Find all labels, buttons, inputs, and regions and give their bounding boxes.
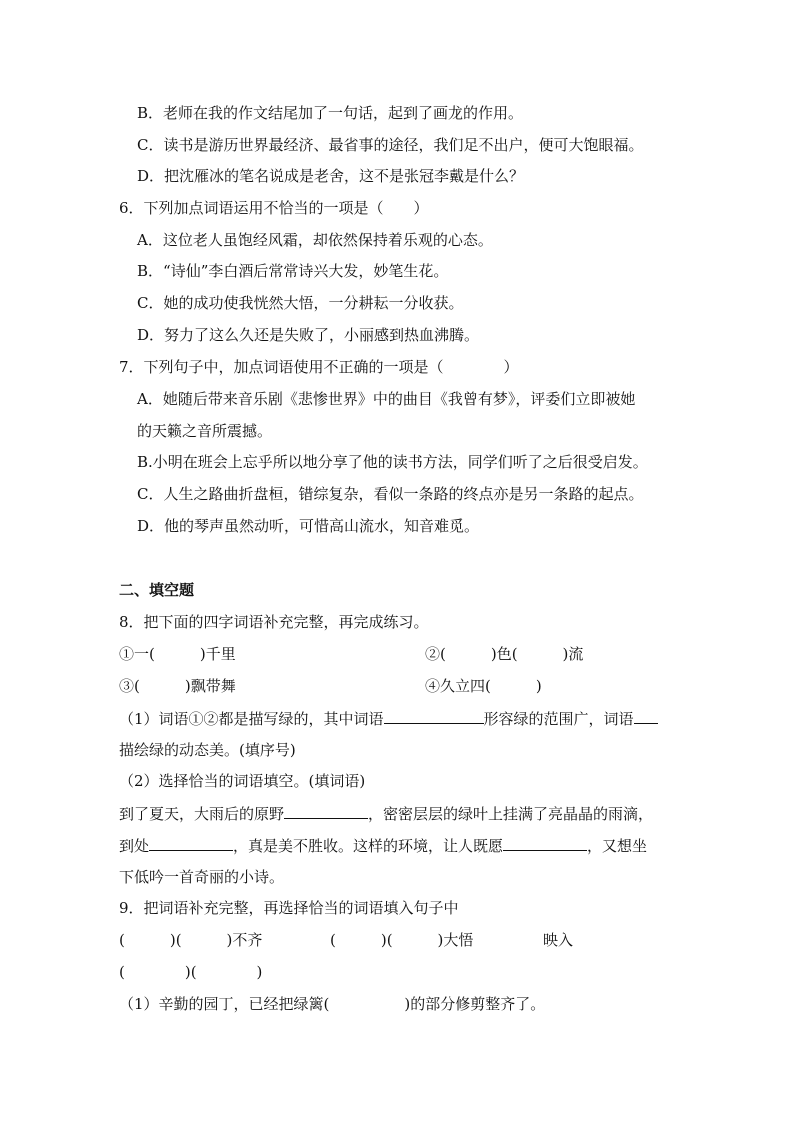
q5-option-c: C．读书是游历世界最经济、最省事的途径，我们足不出户，便可大饱眼福。 — [137, 136, 644, 154]
q8-word-3: ③( )飘带舞 — [119, 677, 236, 695]
q8-sentence-line-2 — [119, 835, 647, 856]
q6-option-b: B．“诗仙”李白酒后常常诗兴大发，妙笔生花。 — [137, 262, 449, 280]
q8-part-1 — [119, 708, 658, 729]
q6-option-a: A．这位老人虽饱经风霜，却依然保持着乐观的心态。 — [137, 231, 493, 249]
q8-word-1: ①一( )千里 — [119, 645, 236, 663]
q8-sentence-line-1 — [119, 803, 653, 824]
q7-option-c: C．人生之路曲折盘桓，错综复杂，看似一条路的终点亦是另一条路的起点。 — [137, 485, 644, 503]
q7-option-d: D．他的琴声虽然动听，可惜高山流水，知音难觅。 — [137, 517, 480, 535]
blank-4[interactable] — [149, 835, 233, 851]
q6-option-c: C．她的成功使我恍然大悟，一分耕耘一分收获。 — [137, 294, 464, 312]
q9-word-1: ( )( )不齐 — [119, 931, 263, 949]
q9-word-4: ( )( ) — [119, 963, 263, 981]
q8-s2-text-c: ，又想坐 — [587, 837, 648, 855]
q5-option-b: B．老师在我的作文结尾加了一句话，起到了画龙的作用。 — [137, 104, 524, 122]
q8-part-1-text-a: （1）词语①②都是描写绿的，其中词语 — [119, 710, 384, 728]
blank-2[interactable] — [634, 708, 658, 724]
q8-s1-text-a: 到了夏天，大雨后的原野 — [119, 805, 285, 823]
q8-sentence-line-3: 下低吟一首奇丽的小诗。 — [119, 868, 285, 886]
q8-stem: 8．把下面的四字词语补充完整，再完成练习。 — [119, 613, 429, 631]
q7-option-a-line2: 的天籁之音所震撼。 — [137, 422, 273, 440]
q5-option-d: D．把沈雁冰的笔名说成是老舍，这不是张冠李戴是什么？ — [137, 167, 525, 185]
q9-stem: 9．把词语补充完整，再选择恰当的词语填入句子中 — [119, 899, 459, 917]
q8-s1-text-b: ，密密层层的绿叶上挂满了亮晶晶的雨滴， — [368, 805, 654, 823]
section-title-fill-in: 二、填空题 — [119, 581, 195, 599]
blank-3[interactable] — [284, 803, 368, 819]
q9-part-1: （1）辛勤的园丁，已经把绿篱( )的部分修剪整齐了。 — [119, 995, 546, 1013]
q8-s2-text-a: 到处 — [119, 837, 150, 855]
q8-s2-text-b: ，真是美不胜收。这样的环境，让人既愿 — [233, 837, 504, 855]
q8-word-4: ④久立四( ) — [425, 677, 542, 695]
blank-1[interactable] — [384, 708, 484, 724]
q6-option-d: D．努力了这么久还是失败了，小丽感到热血沸腾。 — [137, 326, 480, 344]
q8-word-2: ②( )色( )流 — [425, 645, 584, 663]
blank-5[interactable] — [503, 835, 587, 851]
q8-part-1-cont: 描绘绿的动态美。(填序号) — [119, 741, 296, 759]
q9-word-2: ( )( )大悟 — [330, 931, 474, 949]
q8-part-2: （2）选择恰当的词语填空。(填词语) — [119, 772, 366, 790]
q7-stem: 7．下列句子中，加点词语使用不正确的一项是（ ） — [119, 358, 519, 376]
q6-stem: 6．下列加点词语运用不恰当的一项是（ ） — [119, 199, 429, 217]
q7-option-b: B.小明在班会上忘乎所以地分享了他的读书方法，同学们听了之后很受启发。 — [137, 453, 648, 471]
q8-part-1-text-b: 形容绿的范围广，词语 — [483, 710, 634, 728]
q9-word-3: 映入 — [543, 931, 574, 949]
q7-option-a-line1: A．她随后带来音乐剧《悲惨世界》中的曲目《我曾有梦》，评委们立即被她 — [137, 390, 636, 408]
